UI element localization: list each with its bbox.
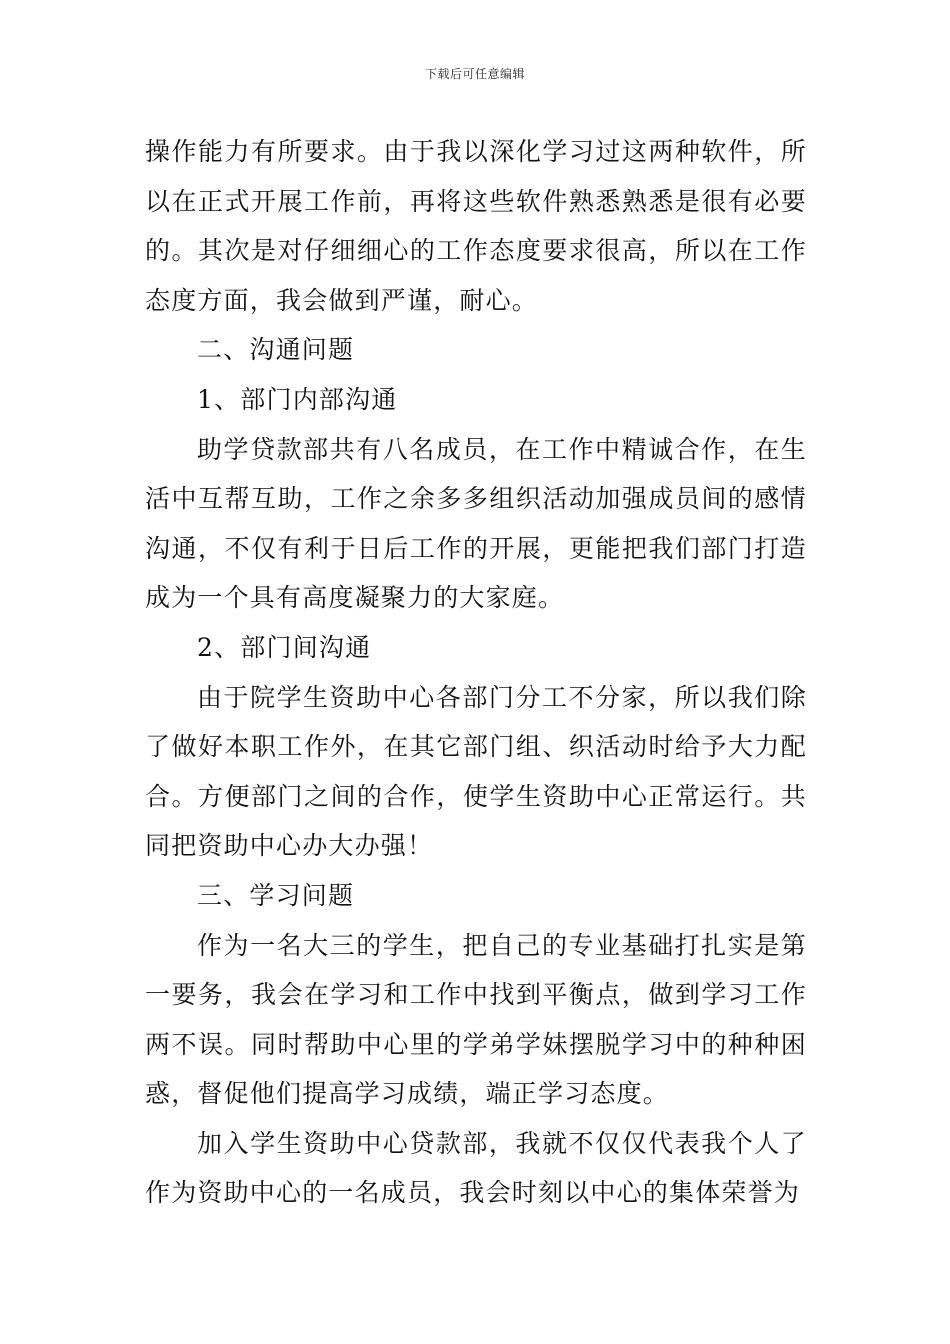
paragraph-continuation: 操作能力有所要求。由于我以深化学习过这两种软件，所以在正式开展工作前，再将这些软件熟悉熟悉是很有必要的。其次是对仔细细心的工作态度要求很高，所以在工作态度方面，我会做到严谨，耐心。: [145, 137, 807, 315]
paragraph-inter-department-communication: 由于院学生资助中心各部门分工不分家，所以我们除了做好本职工作外，在其它部门组、织活动时给予大力配合。方便部门之间的合作，使学生资助中心正常运行。共同把资助中心办大办强！: [145, 682, 807, 861]
section-heading-study: 三、学习问题: [197, 880, 355, 910]
paragraph-study: 作为一名大三的学生，把自己的专业基础打扎实是第一要务，我会在学习和工作中找到平衡点，做到学习工作两不误。同时帮助中心里的学弟学妹摆脱学习中的种种困惑，督促他们提高学习成绩，端正学习态度。: [145, 930, 807, 1109]
section-heading-communication: 二、沟通问题: [197, 335, 355, 365]
subheading-inter-department-communication: 2、部门间沟通: [197, 632, 372, 662]
paragraph-joining: 加入学生资助中心贷款部，我就不仅仅代表我个人了作为资助中心的一名成员，我会时刻以中心的集体荣誉为: [145, 1128, 807, 1208]
paragraph-internal-communication: 助学贷款部共有八名成员，在工作中精诚合作，在生活中互帮互助，工作之余多多组织活动加强成员间的感情沟通，不仅有利于日后工作的开展，更能把我们部门打造成为一个具有高度凝聚力的大家庭。: [145, 434, 807, 613]
document-body: [145, 127, 807, 1218]
subheading-internal-communication: 1、部门内部沟通: [197, 384, 398, 414]
page-header-note: 下载后可任意编辑: [424, 67, 525, 81]
